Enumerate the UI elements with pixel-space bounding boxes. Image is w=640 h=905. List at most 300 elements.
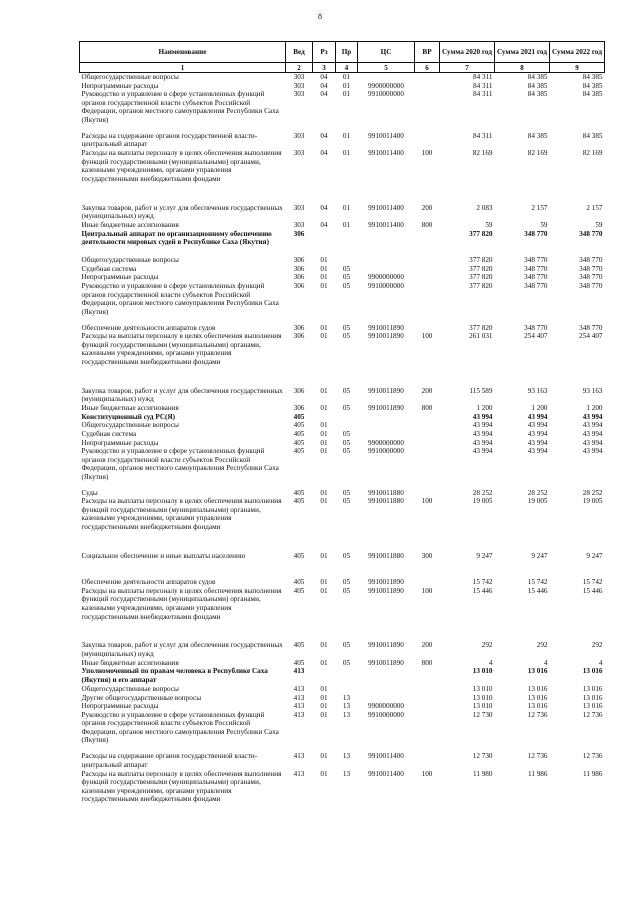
cell-sum-2020: 377 820 bbox=[469, 256, 493, 265]
cell-vr: 800 bbox=[421, 658, 433, 667]
cell-ved: 306 bbox=[293, 386, 305, 395]
cell-sum-2022: 2 157 bbox=[586, 203, 603, 212]
cell-cs: 9910000000 bbox=[368, 90, 404, 99]
table-row bbox=[80, 413, 605, 422]
table-row bbox=[80, 587, 605, 642]
column-header: Рз bbox=[313, 42, 336, 63]
cell-sum-2020: 82 169 bbox=[472, 149, 493, 158]
column-header: ВР bbox=[415, 42, 440, 63]
cell-sum-2020: 12 730 bbox=[472, 752, 493, 761]
row-name: Иные бюджетные ассигнования bbox=[81, 221, 179, 230]
cell-sum-2022: 13 016 bbox=[582, 667, 603, 676]
row-name: Расходы на выплаты персоналу в целях обеспечения выполнения функций государственными (муниципальными) органами, казенными учреждениями, органами управления государственными внебюджетными фондами bbox=[81, 497, 282, 531]
row-name: Руководство и управление в сфере установленных функций органов государственной власти субъектов Российской Федерации, органов местного самоуправления Республики Саха (Якутия) bbox=[81, 282, 279, 316]
cell-cs bbox=[358, 685, 415, 694]
cell-cs: 9910011890 bbox=[368, 641, 404, 650]
cell-vr bbox=[415, 752, 440, 770]
cell-rz: 01 bbox=[320, 710, 328, 719]
cell-rz: 01 bbox=[320, 273, 328, 282]
cell-cs: 9910011890 bbox=[368, 323, 404, 332]
row-name: Закупка товаров, работ и услуг для обеспечения государственных (муниципальных) нужд bbox=[81, 386, 283, 404]
cell-sum-2020: 28 252 bbox=[472, 488, 493, 497]
cell-cs bbox=[358, 430, 415, 439]
cell-sum-2021: 84 385 bbox=[527, 73, 548, 81]
cell-pr: 05 bbox=[342, 264, 351, 273]
cell-rz: 01 bbox=[320, 404, 328, 413]
cell-sum-2021: 348 770 bbox=[524, 256, 548, 265]
cell-cs: 9910000000 bbox=[368, 282, 404, 291]
cell-sum-2021: 11 986 bbox=[528, 769, 548, 778]
cell-vr bbox=[415, 82, 440, 91]
cell-rz: 01 bbox=[320, 332, 328, 341]
table-row bbox=[80, 324, 605, 333]
cell-pr: 01 bbox=[342, 149, 351, 158]
cell-sum-2020: 84 311 bbox=[473, 73, 493, 81]
cell-sum-2021: 12 736 bbox=[527, 752, 548, 761]
cell-vr bbox=[415, 413, 440, 422]
cell-vr bbox=[415, 73, 440, 82]
cell-ved: 303 bbox=[293, 73, 305, 81]
cell-sum-2021: 13 016 bbox=[527, 684, 548, 693]
cell-cs: 9900000000 bbox=[368, 438, 404, 447]
cell-cs: 9910011880 bbox=[368, 551, 404, 560]
cell-sum-2022: 28 252 bbox=[582, 488, 603, 497]
row-name: Иные бюджетные ассигнования bbox=[81, 404, 179, 413]
cell-sum-2021: 13 016 bbox=[527, 693, 548, 702]
cell-ved: 413 bbox=[293, 769, 305, 778]
cell-rz: 01 bbox=[320, 658, 328, 667]
table-row bbox=[80, 90, 605, 132]
cell-sum-2020: 261 031 bbox=[469, 332, 493, 341]
cell-pr: 05 bbox=[342, 488, 351, 497]
cell-vr bbox=[415, 230, 440, 257]
cell-pr: 05 bbox=[342, 273, 351, 282]
table-header bbox=[80, 42, 605, 73]
cell-sum-2020: 13 010 bbox=[472, 693, 493, 702]
cell-cs bbox=[358, 256, 415, 265]
cell-rz: 04 bbox=[320, 81, 328, 90]
cell-pr: 13 bbox=[342, 752, 351, 761]
cell-sum-2021: 13 016 bbox=[527, 702, 548, 711]
cell-cs bbox=[358, 73, 415, 82]
row-name: Суды bbox=[81, 488, 98, 497]
cell-sum-2021: 59 bbox=[540, 221, 548, 230]
cell-sum-2020: 43 994 bbox=[472, 447, 493, 456]
cell-vr bbox=[415, 685, 440, 694]
cell-sum-2022: 4 bbox=[598, 658, 603, 667]
table-row bbox=[80, 659, 605, 668]
cell-sum-2022: 13 016 bbox=[582, 693, 603, 702]
cell-sum-2020: 377 820 bbox=[469, 229, 493, 238]
cell-sum-2020: 59 bbox=[485, 221, 493, 230]
cell-cs: 9900000000 bbox=[368, 273, 404, 282]
cell-vr: 100 bbox=[421, 497, 433, 506]
cell-rz: 01 bbox=[320, 551, 328, 560]
cell-vr bbox=[415, 702, 440, 711]
table-row bbox=[80, 430, 605, 439]
cell-rz: 01 bbox=[320, 684, 328, 693]
cell-sum-2022: 43 994 bbox=[582, 438, 603, 447]
cell-ved: 306 bbox=[293, 404, 305, 413]
cell-ved: 405 bbox=[293, 658, 305, 667]
row-name: Социальное обеспечение и иные выплаты населению bbox=[81, 551, 246, 560]
row-name: Руководство и управление в сфере установленных функций органов государственной власти субъектов Российской Федерации, органов местного самоуправления Республики Саха (Якутия) bbox=[81, 710, 279, 745]
cell-rz: 01 bbox=[320, 702, 328, 711]
table-row bbox=[80, 770, 605, 806]
cell-pr: 05 bbox=[342, 586, 351, 595]
cell-sum-2020: 43 994 bbox=[472, 421, 493, 430]
cell-ved: 306 bbox=[293, 332, 305, 341]
cell-pr: 05 bbox=[342, 447, 351, 456]
cell-sum-2021: 84 385 bbox=[527, 90, 548, 99]
cell-sum-2022: 292 bbox=[591, 641, 603, 650]
cell-sum-2020: 19 005 bbox=[472, 497, 493, 506]
cell-sum-2021: 348 770 bbox=[524, 323, 548, 332]
cell-sum-2020: 84 311 bbox=[473, 131, 493, 140]
cell-vr: 200 bbox=[421, 641, 433, 650]
cell-pr: 05 bbox=[342, 497, 351, 506]
column-number: 3 bbox=[313, 63, 336, 73]
column-header: Наименование bbox=[80, 42, 286, 63]
table-row bbox=[80, 711, 605, 753]
row-name: Общегосударственные вопросы bbox=[81, 73, 179, 81]
cell-vr bbox=[415, 667, 440, 685]
cell-sum-2022: 19 005 bbox=[582, 497, 603, 506]
cell-pr bbox=[336, 685, 358, 694]
cell-vr bbox=[415, 273, 440, 282]
column-header: ЦС bbox=[358, 42, 415, 63]
cell-cs: 9910011400 bbox=[368, 769, 404, 778]
row-name: Расходы на выплаты персоналу в целях обеспечения выполнения функций государственными (муниципальными) органами, казенными учреждениями, органами управления государственными внебюджетными фондами bbox=[81, 149, 282, 183]
column-number: 2 bbox=[286, 63, 313, 73]
cell-vr bbox=[415, 256, 440, 265]
cell-rz: 01 bbox=[320, 438, 328, 447]
cell-rz: 04 bbox=[320, 90, 328, 99]
cell-ved: 303 bbox=[293, 90, 305, 99]
cell-ved: 405 bbox=[293, 586, 305, 595]
cell-sum-2021: 82 169 bbox=[527, 149, 548, 158]
table-row bbox=[80, 82, 605, 91]
cell-pr: 05 bbox=[342, 429, 351, 438]
cell-cs: 9910011890 bbox=[368, 332, 404, 341]
cell-vr: 100 bbox=[421, 769, 433, 778]
cell-sum-2021: 2 157 bbox=[531, 203, 548, 212]
table-row bbox=[80, 694, 605, 703]
cell-pr: 01 bbox=[342, 203, 351, 212]
table-row bbox=[80, 332, 605, 387]
cell-pr: 01 bbox=[342, 131, 351, 140]
cell-ved: 303 bbox=[293, 203, 305, 212]
cell-cs: 9910011880 bbox=[368, 497, 404, 506]
cell-ved: 306 bbox=[293, 264, 305, 273]
cell-rz: 01 bbox=[320, 497, 328, 506]
cell-sum-2021: 15 742 bbox=[527, 578, 548, 587]
row-name: Центральный аппарат по организационному обеспечению деятельности мировых судей в Республике Саха (Якутия) bbox=[81, 229, 272, 247]
cell-pr: 13 bbox=[342, 710, 351, 719]
cell-sum-2022: 15 742 bbox=[582, 578, 603, 587]
cell-ved: 413 bbox=[293, 667, 305, 676]
cell-sum-2022: 1 200 bbox=[586, 404, 603, 413]
cell-cs bbox=[358, 413, 415, 422]
cell-vr bbox=[415, 265, 440, 274]
table-row bbox=[80, 73, 605, 82]
cell-rz: 01 bbox=[320, 282, 328, 291]
cell-rz: 01 bbox=[320, 578, 328, 587]
cell-sum-2020: 15 446 bbox=[472, 586, 493, 595]
row-name: Общегосударственные вопросы bbox=[81, 684, 179, 693]
cell-sum-2022: 84 385 bbox=[582, 81, 603, 90]
cell-sum-2022: 82 169 bbox=[582, 149, 603, 158]
cell-pr: 05 bbox=[342, 578, 351, 587]
cell-rz: 01 bbox=[320, 693, 328, 702]
cell-sum-2021: 348 770 bbox=[524, 273, 548, 282]
row-name: Расходы на содержание органов государственной власти-центральный аппарат bbox=[81, 131, 258, 149]
cell-vr bbox=[415, 711, 440, 753]
cell-cs: 9910011890 bbox=[368, 586, 404, 595]
cell-pr: 05 bbox=[342, 323, 351, 332]
cell-rz: 01 bbox=[320, 488, 328, 497]
cell-ved: 303 bbox=[293, 149, 305, 158]
table-row bbox=[80, 273, 605, 282]
cell-ved: 303 bbox=[293, 81, 305, 90]
table-row bbox=[80, 497, 605, 552]
cell-ved: 405 bbox=[293, 497, 305, 506]
cell-sum-2020: 43 994 bbox=[472, 429, 493, 438]
column-number: 9 bbox=[550, 63, 605, 73]
cell-vr: 200 bbox=[421, 203, 433, 212]
cell-rz: 01 bbox=[320, 586, 328, 595]
table-row bbox=[80, 132, 605, 150]
cell-sum-2020: 43 994 bbox=[472, 438, 493, 447]
cell-rz bbox=[313, 667, 336, 685]
row-name: Непрограммные расходы bbox=[81, 438, 159, 447]
cell-pr: 05 bbox=[342, 438, 351, 447]
cell-vr bbox=[415, 439, 440, 448]
cell-pr: 05 bbox=[342, 282, 351, 291]
cell-sum-2022: 13 016 bbox=[582, 702, 603, 711]
cell-sum-2021: 348 770 bbox=[524, 229, 548, 238]
row-name: Руководство и управление в сфере установленных функций органов государственной власти субъектов Российской Федерации, органов местного самоуправления Республики Саха (Якутия) bbox=[81, 447, 279, 481]
table-row bbox=[80, 149, 605, 204]
cell-cs: 9910011400 bbox=[368, 149, 404, 158]
cell-sum-2020: 377 820 bbox=[469, 323, 493, 332]
row-name: Другие общегосударственные вопросы bbox=[81, 693, 202, 702]
cell-cs: 9900000000 bbox=[368, 702, 404, 711]
row-name: Конституционный суд РС(Я) bbox=[81, 412, 176, 421]
cell-sum-2022: 13 016 bbox=[582, 684, 603, 693]
table-row bbox=[80, 702, 605, 711]
cell-pr: 01 bbox=[342, 90, 351, 99]
cell-rz: 01 bbox=[320, 323, 328, 332]
column-header: Пр bbox=[336, 42, 358, 63]
cell-cs: 9910011890 bbox=[368, 578, 404, 587]
cell-ved: 303 bbox=[293, 221, 305, 230]
cell-sum-2021: 13 016 bbox=[527, 667, 548, 676]
column-header: Сумма 2020 год bbox=[440, 42, 495, 63]
cell-rz: 01 bbox=[320, 421, 328, 430]
cell-ved: 405 bbox=[293, 551, 305, 560]
cell-cs bbox=[358, 694, 415, 703]
table-row bbox=[80, 447, 605, 489]
cell-ved: 306 bbox=[293, 229, 305, 238]
cell-sum-2022: 15 446 bbox=[582, 586, 603, 595]
cell-vr bbox=[415, 324, 440, 333]
cell-sum-2021: 9 247 bbox=[531, 551, 548, 560]
cell-sum-2021: 28 252 bbox=[527, 488, 548, 497]
table-row bbox=[80, 265, 605, 274]
cell-sum-2021: 254 407 bbox=[524, 332, 548, 341]
column-header: Сумма 2021 год bbox=[495, 42, 550, 63]
cell-sum-2020: 9 247 bbox=[476, 551, 493, 560]
table-row bbox=[80, 578, 605, 587]
row-name: Обеспечение деятельности аппаратов судов bbox=[81, 578, 216, 587]
cell-rz bbox=[313, 230, 336, 257]
cell-vr: 100 bbox=[421, 332, 433, 341]
cell-sum-2020: 13 010 bbox=[472, 667, 493, 676]
row-name: Расходы на содержание органов государственной власти-центральный аппарат bbox=[81, 752, 258, 769]
cell-sum-2020: 292 bbox=[481, 641, 493, 650]
cell-ved: 405 bbox=[293, 421, 305, 430]
cell-vr bbox=[415, 282, 440, 324]
cell-sum-2021: 43 994 bbox=[527, 447, 548, 456]
cell-sum-2020: 13 010 bbox=[472, 702, 493, 711]
cell-sum-2022: 59 bbox=[595, 221, 603, 230]
cell-pr bbox=[336, 230, 358, 257]
row-name: Уполномоченный по правам человека в Республике Саха (Якутия) и его аппарат bbox=[81, 667, 268, 684]
cell-cs: 9910011400 bbox=[368, 203, 404, 212]
cell-sum-2022: 93 163 bbox=[582, 386, 603, 395]
cell-ved: 405 bbox=[293, 578, 305, 587]
table-row bbox=[80, 230, 605, 257]
cell-rz: 04 bbox=[320, 203, 328, 212]
cell-ved: 413 bbox=[293, 702, 305, 711]
cell-sum-2021: 93 163 bbox=[527, 386, 548, 395]
row-name: Судебная система bbox=[81, 429, 137, 438]
cell-vr: 100 bbox=[421, 149, 433, 158]
cell-pr: 01 bbox=[342, 221, 351, 230]
cell-sum-2020: 15 742 bbox=[472, 578, 493, 587]
column-number: 1 bbox=[80, 63, 286, 73]
row-name: Расходы на выплаты персоналу в целях обеспечения выполнения функций государственными (муниципальными) органами, казенными учреждениями, органами управления государственными внебюджетными фондами bbox=[81, 769, 282, 804]
cell-ved: 303 bbox=[293, 131, 305, 140]
cell-sum-2022: 348 770 bbox=[579, 282, 603, 291]
cell-sum-2020: 2 083 bbox=[476, 203, 493, 212]
cell-ved: 405 bbox=[293, 488, 305, 497]
cell-ved: 405 bbox=[293, 641, 305, 650]
row-name: Непрограммные расходы bbox=[81, 81, 159, 90]
cell-sum-2021: 43 994 bbox=[527, 412, 548, 421]
cell-rz: 04 bbox=[320, 221, 328, 230]
cell-sum-2021: 43 994 bbox=[527, 438, 548, 447]
table-row bbox=[80, 204, 605, 222]
row-name: Общегосударственные вопросы bbox=[81, 421, 179, 430]
cell-sum-2022: 43 994 bbox=[582, 447, 603, 456]
cell-vr bbox=[415, 90, 440, 132]
table-row bbox=[80, 256, 605, 265]
cell-sum-2021: 348 770 bbox=[524, 282, 548, 291]
cell-sum-2022: 348 770 bbox=[579, 229, 603, 238]
row-name: Обеспечение деятельности аппаратов судов bbox=[81, 323, 216, 332]
cell-cs: 9910011890 bbox=[368, 404, 404, 413]
column-number: 8 bbox=[495, 63, 550, 73]
cell-vr: 800 bbox=[421, 404, 433, 413]
cell-ved: 413 bbox=[293, 684, 305, 693]
cell-sum-2020: 4 bbox=[488, 658, 493, 667]
cell-pr: 13 bbox=[342, 769, 351, 778]
cell-vr: 100 bbox=[421, 586, 433, 595]
column-number: 4 bbox=[336, 63, 358, 73]
cell-sum-2022: 254 407 bbox=[579, 332, 603, 341]
cell-sum-2021: 19 005 bbox=[527, 497, 548, 506]
table-row bbox=[80, 552, 605, 579]
row-name: Расходы на выплаты персоналу в целях обеспечения выполнения функций государственными (муниципальными) органами, казенными учреждениями, органами управления государственными внебюджетными фондами bbox=[81, 586, 282, 621]
cell-sum-2021: 4 bbox=[543, 658, 548, 667]
cell-pr: 05 bbox=[342, 332, 351, 341]
cell-cs: 9910000000 bbox=[368, 710, 404, 719]
cell-sum-2022: 12 736 bbox=[582, 710, 603, 719]
cell-sum-2020: 1 200 bbox=[476, 404, 493, 413]
cell-pr: 13 bbox=[342, 693, 351, 702]
cell-pr: 05 bbox=[342, 641, 351, 650]
cell-pr: 13 bbox=[342, 702, 351, 711]
cell-rz: 01 bbox=[320, 264, 328, 273]
table-row bbox=[80, 489, 605, 498]
cell-rz: 01 bbox=[320, 447, 328, 456]
column-header: Вед bbox=[286, 42, 313, 63]
row-name: Общегосударственные вопросы bbox=[81, 256, 179, 265]
cell-sum-2020: 377 820 bbox=[469, 264, 493, 273]
cell-vr bbox=[415, 421, 440, 430]
cell-rz: 01 bbox=[320, 429, 328, 438]
cell-ved: 413 bbox=[293, 710, 305, 719]
row-name: Руководство и управление в сфере установленных функций органов государственной власти субъектов Российской Федерации, органов местного самоуправления Республики Саха (Якутия) bbox=[81, 90, 279, 124]
row-name: Судебная система bbox=[81, 264, 137, 273]
cell-sum-2020: 84 311 bbox=[473, 90, 493, 99]
cell-sum-2022: 348 770 bbox=[579, 264, 603, 273]
table-body bbox=[80, 73, 605, 806]
cell-vr bbox=[415, 430, 440, 439]
cell-cs: 9910011880 bbox=[368, 488, 404, 497]
cell-pr: 05 bbox=[342, 404, 351, 413]
cell-sum-2022: 84 385 bbox=[582, 90, 603, 99]
cell-sum-2022: 348 770 bbox=[579, 323, 603, 332]
cell-rz: 01 bbox=[320, 752, 328, 761]
cell-vr bbox=[415, 447, 440, 489]
page-number: 8 bbox=[318, 12, 322, 21]
cell-vr: 200 bbox=[421, 386, 433, 395]
cell-ved: 405 bbox=[293, 447, 305, 456]
cell-ved: 306 bbox=[293, 282, 305, 291]
cell-rz: 01 bbox=[320, 386, 328, 395]
table-row bbox=[80, 282, 605, 324]
cell-sum-2021: 292 bbox=[536, 641, 548, 650]
cell-vr: 300 bbox=[421, 551, 433, 560]
row-name: Закупка товаров, работ и услуг для обеспечения государственных (муниципальных) нужд bbox=[81, 641, 283, 658]
cell-rz bbox=[313, 413, 336, 422]
cell-rz: 01 bbox=[320, 641, 328, 650]
cell-sum-2022: 43 994 bbox=[582, 412, 603, 421]
cell-ved: 405 bbox=[293, 429, 305, 438]
table-row bbox=[80, 685, 605, 694]
cell-sum-2021: 15 446 bbox=[527, 586, 548, 595]
cell-vr bbox=[415, 132, 440, 150]
cell-rz: 01 bbox=[320, 256, 328, 265]
cell-pr: 05 bbox=[342, 658, 351, 667]
cell-pr: 05 bbox=[342, 551, 351, 560]
cell-cs: 9910011890 bbox=[368, 658, 404, 667]
cell-cs: 9910000000 bbox=[368, 447, 404, 456]
table-row bbox=[80, 221, 605, 230]
